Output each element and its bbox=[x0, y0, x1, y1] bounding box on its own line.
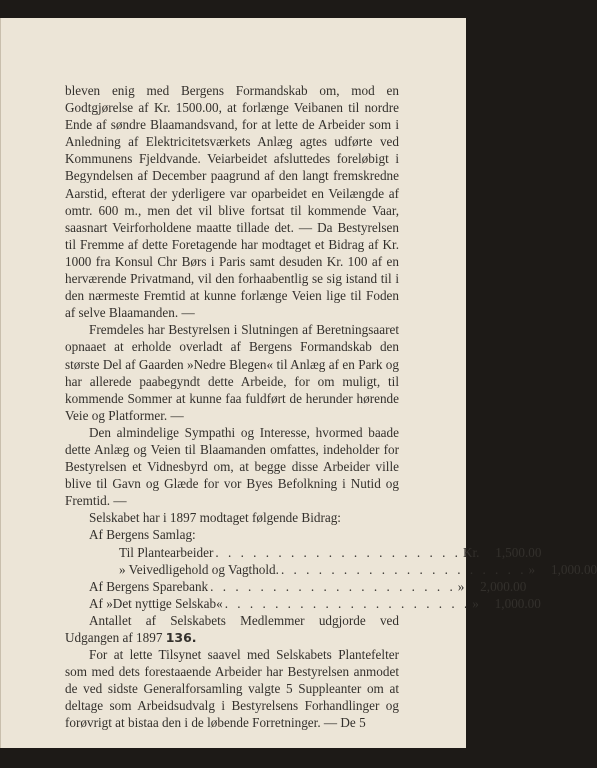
paragraph-road-extension: bleven enig med Bergens Formandskab om, mod en Godtgjørelse af Kr. 1500.00, at forlænge Veibanen til nordre Ende af søndre Blaamandsvand, for at lette de Arbeider som i Anledning af Elektricitetsværkets Anlæg agtes udførte ved Kommunens Fjeldvande. Veiarbeidet afsluttedes foreløbigt i Begyndelsen af December paagrund af den langt fremskredne Aarstid, efterat der yderligere var oparbeidet en Veilængde af omtr. 600 m., men det vil blive fortsat til kommende Vaar, saasnart Veirforholdene maatte tillade det. — Da Bestyrelsen til Fremme af dette Foretagende har modtaget et Bidrag af Kr. 1000 fra Konsul Chr Børs i Paris samt desuden Kr. 100 af en herværende Privatmand, vil den forhaabentlig se sig istand til i den nærmeste Fremtid at kunne forlænge Veien lige til Foden af selve Blaamanden. — bbox=[65, 83, 399, 321]
paragraph-supervision: For at lette Tilsynet saavel med Selskabets Plantefelter som med dets forestaaende Arbeider har Bestyrelsen anmodet de ved sidste Generalforsamling valgte 5 Suppleanter om at deltage som Arbeidsudvalg i Bestyrelsens Forhandlinger og forøvrigt at bistaa den i de løbende Forretninger. — De 5 bbox=[65, 647, 399, 731]
page-text bbox=[65, 82, 597, 732]
contribution-amount: 1,500.00 bbox=[495, 544, 542, 560]
leader-dots: . . . . . . . . . . . . . . . . . . . . bbox=[224, 595, 471, 611]
paragraph-contributions-intro: Selskabet har i 1897 modtaget følgende Bidrag: bbox=[89, 510, 341, 526]
leader-dots: . . . . . . . . . . . . . . . . . . . . bbox=[210, 578, 456, 594]
contributions-heading: Af Bergens Samlag: bbox=[89, 527, 196, 543]
paragraph-members bbox=[65, 612, 399, 646]
contribution-currency: Kr. bbox=[462, 544, 480, 560]
contribution-currency: » bbox=[472, 595, 479, 611]
contribution-label: Til Plantearbeider bbox=[119, 544, 214, 560]
contribution-label: Af »Det nyttige Selskab« bbox=[89, 595, 223, 611]
paragraph-sympathy: Den almindelige Sympathi og Interesse, hvormed baade dette Anlæg og Veien til Blaamanden omfattes, indeholder for Bestyrelsen et Vidnesbyrd om, at begge disse Arbeider ville blive til Gavn og Glæde for vor Byes Befolkning i Nutid og Fremtid. — bbox=[65, 424, 399, 509]
contribution-amount: 1,000.00 bbox=[494, 595, 541, 611]
contributions-list bbox=[65, 526, 597, 611]
contribution-currency: » bbox=[528, 561, 536, 577]
contribution-amount: 2,000.00 bbox=[480, 578, 527, 594]
members-text: Antallet af Selskabets Medlemmer udgjorde ved Udgangen af 1897 bbox=[65, 612, 399, 645]
contribution-row bbox=[65, 578, 527, 595]
contribution-row bbox=[65, 595, 541, 612]
contribution-label: » Veivedligehold og Vagthold. bbox=[119, 561, 279, 577]
contribution-row bbox=[65, 561, 597, 578]
leader-dots: . . . . . . . . . . . . . . . . . . . . bbox=[280, 561, 527, 577]
contribution-label: Af Bergens Sparebank bbox=[89, 578, 209, 594]
paragraph-park-blegen: Fremdeles har Bestyrelsen i Slutningen af Beretningsaaret opnaaet at erholde overladt af Bergens Formandskab den største Del af Gaarden »Nedre Blegen« til Anlæg af en Park og har allerede paabegyndt dette Arbeide, for om muligt, til kommende Sommer at kunne faa fuldført de herunder hørende Veie og Platformer. — bbox=[65, 322, 399, 423]
leader-dots: . . . . . . . . . . . . . . . . . . . . bbox=[215, 544, 461, 560]
contribution-row bbox=[65, 544, 542, 561]
contribution-currency: » bbox=[457, 578, 465, 594]
members-count: 136. bbox=[165, 630, 197, 645]
document-page bbox=[0, 18, 597, 748]
contribution-amount: 1,000.00 bbox=[550, 561, 597, 577]
